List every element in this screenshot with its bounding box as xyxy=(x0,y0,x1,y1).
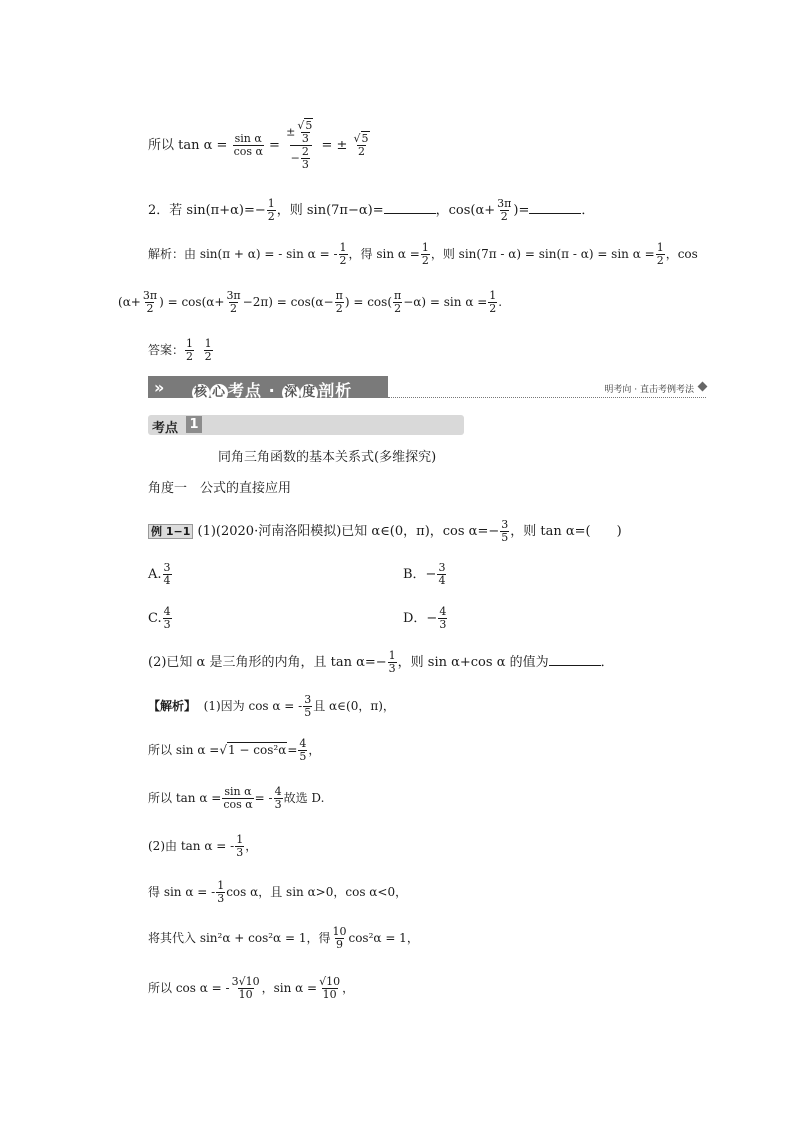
circle-char: 核 xyxy=(193,385,208,400)
numerator: 10 xyxy=(332,925,347,938)
denominator: 5 xyxy=(299,750,307,763)
text: 所以 tan α = xyxy=(148,138,228,153)
denominator: cos α xyxy=(233,145,263,158)
analysis-line-4 xyxy=(148,834,257,859)
fraction xyxy=(388,650,397,675)
fraction xyxy=(222,786,253,811)
denominator: 2 xyxy=(186,350,194,363)
text: 解析：由 sin(π + α) = - sin α = - xyxy=(148,247,338,261)
numerator: 1 xyxy=(339,241,347,254)
numerator: √10 xyxy=(319,975,341,988)
circle-char: 深 xyxy=(284,385,299,400)
text: 所以 tan α = xyxy=(148,791,222,805)
fraction xyxy=(163,562,172,587)
text: (2)已知 α 是三角形的内角，且 tan α=− xyxy=(148,655,387,670)
text: ． xyxy=(581,203,595,218)
fraction xyxy=(274,786,283,811)
denominator: 3 xyxy=(388,662,396,675)
numerator: 4 xyxy=(274,785,282,798)
denominator: 2 xyxy=(267,210,275,223)
kaodian-number: 1 xyxy=(186,416,202,433)
text: = cos xyxy=(276,295,311,309)
text: ± xyxy=(286,125,296,139)
fraction xyxy=(303,694,312,719)
denominator: 2 xyxy=(656,254,664,267)
divider xyxy=(388,397,706,398)
text: (2)由 tan α = - xyxy=(148,839,235,853)
fraction xyxy=(235,834,244,859)
denominator: 3 xyxy=(163,618,171,631)
chevron-icon: » xyxy=(154,378,165,397)
fraction xyxy=(285,120,316,171)
text: ，则 sin α+cos α 的值为 xyxy=(397,655,549,670)
denominator: 2 xyxy=(204,350,212,363)
numerator: 1 xyxy=(489,289,497,302)
text: 2．若 sin(π+α)=− xyxy=(148,203,266,218)
numerator: 1 xyxy=(421,241,429,254)
fraction xyxy=(318,976,341,1001)
denominator: 3 xyxy=(301,132,309,145)
denominator: 3 xyxy=(236,846,244,859)
denominator: 2 xyxy=(358,145,366,158)
text: A. xyxy=(148,567,162,582)
text: 5 xyxy=(361,132,369,145)
denominator: 2 xyxy=(489,302,497,315)
denominator: 4 xyxy=(438,574,446,587)
text: 且 α∈(0，π)， xyxy=(313,699,395,713)
fraction xyxy=(267,198,276,223)
question-1-1-2 xyxy=(148,650,614,675)
numerator: 1 xyxy=(267,197,275,210)
text: ． xyxy=(600,655,614,670)
numerator: 1 xyxy=(217,879,225,892)
fraction xyxy=(233,133,264,158)
text: ，cos xyxy=(665,247,698,261)
fraction xyxy=(231,976,261,1001)
fraction xyxy=(421,242,430,267)
numerator: 3π xyxy=(497,197,512,210)
text: ，cos xyxy=(435,203,471,218)
denominator: 10 xyxy=(238,988,253,1001)
analysis-line-5 xyxy=(148,880,407,905)
numerator: 1 xyxy=(236,833,244,846)
text: cos²α = 1， xyxy=(348,931,419,945)
text: −2π xyxy=(242,295,269,309)
numerator: 3π xyxy=(226,289,241,302)
text: 剖析 xyxy=(318,381,353,400)
denominator: 3 xyxy=(274,798,282,811)
fraction xyxy=(488,290,497,315)
denominator xyxy=(290,145,312,171)
analysis-label: 【解析】 xyxy=(148,699,197,713)
numerator: 1 xyxy=(204,337,212,350)
text: 所以 cos α = - xyxy=(148,981,230,995)
text: 所以 sin α = xyxy=(148,743,220,757)
fraction xyxy=(656,242,665,267)
text: 将其代入 sin²α + cos²α = 1，得 xyxy=(148,931,331,945)
text: 故选 D. xyxy=(283,791,325,805)
kaodian-label: 考点 xyxy=(152,421,179,436)
fraction xyxy=(438,606,447,631)
numerator: √5 xyxy=(297,119,313,132)
fraction xyxy=(185,338,194,363)
kaodian-bar xyxy=(148,415,464,435)
denominator: 4 xyxy=(163,574,171,587)
text: − xyxy=(290,151,300,165)
fraction xyxy=(216,880,225,905)
denominator: 2 xyxy=(230,302,238,315)
option-d[interactable] xyxy=(403,606,448,631)
example-1-1 xyxy=(148,519,622,544)
text: ， xyxy=(308,743,321,757)
analysis-line-7 xyxy=(148,976,354,1001)
banner-subtitle: 明考向 · 直击考例考法 xyxy=(604,385,694,395)
option-b[interactable] xyxy=(403,562,447,587)
numerator: 1 xyxy=(186,337,194,350)
numerator: 3 xyxy=(304,693,312,706)
denominator: 3 xyxy=(301,158,309,171)
text: (1)因为 cos α = - xyxy=(203,699,303,713)
circle-char: 度 xyxy=(302,385,317,400)
text: 5 xyxy=(305,119,313,132)
denominator: 9 xyxy=(335,938,343,951)
option-a[interactable] xyxy=(148,562,173,587)
text: . xyxy=(498,295,503,309)
fraction xyxy=(335,290,344,315)
numerator: 4 xyxy=(439,605,447,618)
denominator: 2 xyxy=(500,210,508,223)
example-label: 例 1−1 xyxy=(148,524,193,539)
text: α− xyxy=(315,295,334,309)
numerator: 3√10 xyxy=(231,975,260,988)
fraction xyxy=(339,242,348,267)
denominator: 10 xyxy=(322,988,337,1001)
fraction xyxy=(437,562,446,587)
numerator: π xyxy=(394,289,402,302)
fraction xyxy=(298,738,307,763)
numerator: 1 xyxy=(656,241,664,254)
radicand: 1 − cos²α xyxy=(227,743,287,757)
analysis-line-6 xyxy=(148,926,419,951)
numerator: 2 xyxy=(301,145,309,158)
text: ，则 sin(7π - α) = sin(π - α) = sin α = xyxy=(430,247,655,261)
fraction xyxy=(353,133,371,158)
fraction xyxy=(331,926,347,951)
text: ，得 sin α = xyxy=(348,247,420,261)
text: α+ xyxy=(122,295,141,309)
numerator: sin α xyxy=(234,132,262,145)
fraction xyxy=(296,120,314,145)
text: α+ xyxy=(206,295,225,309)
diamond-icon xyxy=(698,382,708,392)
numerator xyxy=(285,120,316,145)
solution-line-2: (α+ $\frac{3\pi}{2}$ ) = cos(α+ $\frac{3\pi}{2}$ −2π) = cos(α− $\frac{\pi}{2}$ ) = cos( $\frac{\pi}{2}$ −α) = sin α = $\frac{1}{2}$ . xyxy=(118,289,503,315)
denominator: 3 xyxy=(217,892,225,905)
text: ，则 sin(7π−α)= xyxy=(276,203,384,218)
denominator: 5 xyxy=(304,706,312,719)
numerator: 3 xyxy=(438,561,446,574)
text: 考点 · xyxy=(228,381,283,400)
text: 得 sin α = - xyxy=(148,885,216,899)
text: ， xyxy=(245,839,258,853)
denominator: 2 xyxy=(421,254,429,267)
text: D．− xyxy=(403,611,438,626)
solution-line-1 xyxy=(148,242,698,267)
text: B．− xyxy=(403,567,437,582)
text: α+ xyxy=(475,203,496,218)
option-c[interactable] xyxy=(148,606,173,631)
text: = - xyxy=(254,791,273,805)
denominator: 2 xyxy=(394,302,402,315)
text: C. xyxy=(148,611,162,626)
text: ，sin α = xyxy=(261,981,318,995)
denominator: 2 xyxy=(335,302,343,315)
kaodian-title: 同角三角函数的基本关系式(多维探究) xyxy=(218,450,437,465)
text: = cos xyxy=(167,295,202,309)
answer-blank[interactable] xyxy=(529,201,581,214)
numerator: 3 xyxy=(163,561,171,574)
banner-title xyxy=(192,378,352,402)
text: = xyxy=(287,743,298,757)
text: = xyxy=(518,203,530,218)
text: = cos xyxy=(353,295,388,309)
fraction xyxy=(500,519,509,544)
line-tan-result: 所以 tan α = $\frac{\text{sin α}}{\text{cos α}}$ = ± $\frac{√5}{3}$ − $\frac{2}{3}$ = ± $\frac{√5}{2}$ xyxy=(148,119,369,171)
numerator: 1 xyxy=(388,649,396,662)
numerator: √5 xyxy=(353,132,369,145)
text: = sin α = xyxy=(429,295,488,309)
circle-char: 心 xyxy=(211,385,226,400)
question-2: 2．若 sin(π+α)=− $\frac{1}{2}$ ，则 sin(7π−α)= ，cos(α+ $\frac{3\pi}{2}$ )= ． xyxy=(148,197,595,223)
numerator: 4 xyxy=(163,605,171,618)
denominator: cos α xyxy=(223,798,253,811)
numerator: π xyxy=(335,289,343,302)
answer-line xyxy=(148,338,214,363)
answer-label: 答案： xyxy=(148,343,185,357)
denominator: 2 xyxy=(146,302,154,315)
fraction xyxy=(204,338,213,363)
fraction xyxy=(142,290,158,315)
text: cos α，且 sin α>0，cos α<0， xyxy=(226,885,408,899)
numerator: 3 xyxy=(501,518,509,531)
fraction xyxy=(225,290,241,315)
answer-blank[interactable] xyxy=(384,201,436,214)
fraction xyxy=(393,290,402,315)
fraction xyxy=(301,146,310,171)
numerator: 4 xyxy=(299,737,307,750)
fraction xyxy=(163,606,172,631)
section-banner xyxy=(148,376,706,400)
analysis-line-2: 所以 sin α =√1 − cos²α= $\frac{4}{5}$ ， xyxy=(148,737,321,763)
text: ， xyxy=(342,981,355,995)
denominator: 2 xyxy=(339,254,347,267)
fraction xyxy=(496,198,512,223)
denominator: 3 xyxy=(439,618,447,631)
text: ，则 tan α=( ) xyxy=(510,524,622,539)
analysis-line-3 xyxy=(148,786,324,811)
numerator: sin α xyxy=(224,785,252,798)
text: (1)(2020·河南洛阳模拟)已知 α∈(0，π)，cos α=− xyxy=(197,524,500,539)
angle-heading: 角度一 公式的直接应用 xyxy=(148,481,292,496)
answer-blank[interactable] xyxy=(549,653,601,666)
text: −α xyxy=(403,295,422,309)
denominator: 5 xyxy=(501,531,509,544)
analysis-line-1 xyxy=(148,694,395,719)
text: = ± xyxy=(321,138,348,153)
numerator: 3π xyxy=(142,289,158,302)
